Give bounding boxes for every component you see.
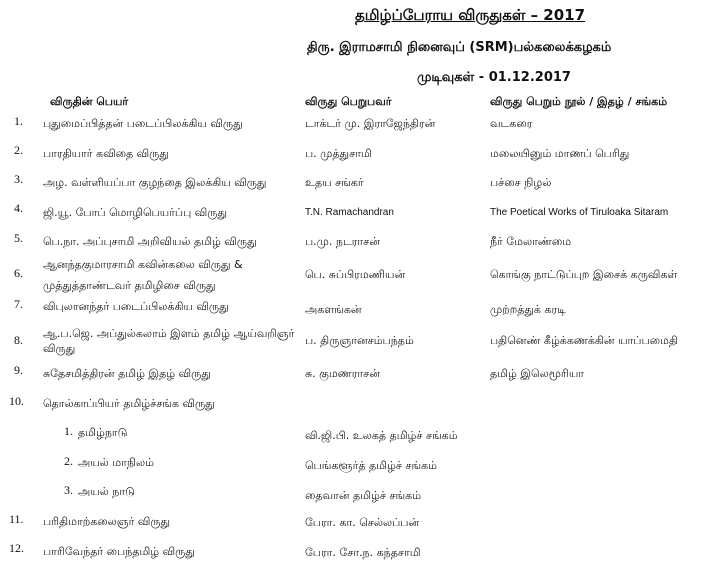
results-date: முடிவுகள் - 01.12.2017 (417, 70, 571, 85)
row-number: 11. (9, 512, 24, 526)
recipient-name: தைவான் தமிழ்ச் சங்கம் (305, 489, 422, 502)
row-number: 4. (14, 201, 23, 215)
recipient-name: உதய சங்கர் (305, 176, 364, 189)
row-number: 10. (9, 394, 24, 408)
recipient-name: பெங்களூர்த் தமிழ்ச் சங்கம் (305, 459, 438, 472)
header-work: விருது பெறும் நூல் / இதழ் / சங்கம் (490, 95, 668, 108)
work-title: கொங்கு நாட்டுப்புற இசைக் கருவிகள் (490, 268, 678, 281)
award-category: தமிழ்நாடு (78, 426, 128, 439)
work-title: பதினெண் கீழ்க்கணக்கின் யாப்பமைதி (490, 334, 678, 347)
work-title: தமிழ் இலெமூரியா (490, 367, 585, 380)
row-number: 9. (14, 363, 23, 377)
work-title: வடகரை (490, 117, 533, 130)
recipient-name: அகளங்கன் (305, 303, 362, 316)
award-name: ஜி.யூ. போப் மொழிபெயர்ப்பு விருது (43, 206, 228, 219)
row-number: 6. (14, 266, 23, 280)
header-award: விருதின் பெயர் (50, 95, 129, 108)
university-name: திரு. இராமசாமி நினைவுப் (SRM)பல்கலைக்கழகம் (307, 40, 612, 55)
award-category: அயல் நாடு (78, 485, 135, 498)
award-name: ஆனந்தகுமாரசாமி கவின்கலை விருது & (43, 258, 243, 271)
work-title: பச்சை நிழல் (490, 176, 552, 189)
recipient-name: டாக்டர் மு. இராஜேந்திரன் (305, 117, 436, 130)
award-name-line2: விருது (43, 342, 76, 355)
row-number: 12. (9, 541, 24, 555)
sub-row-number: 1. (64, 424, 73, 438)
recipient-name: T.N. Ramachandran (305, 207, 394, 218)
row-number: 2. (14, 143, 23, 157)
row-number: 8. (14, 333, 23, 347)
row-number: 7. (14, 297, 23, 311)
page-title: தமிழ்ப்பேராய விருதுகள் – 2017 (355, 6, 586, 24)
row-number: 5. (14, 231, 23, 245)
sub-row-number: 2. (64, 454, 73, 468)
award-name: தொல்காப்பியர் தமிழ்ச்சங்க விருது (43, 397, 215, 410)
award-name: அழ. வள்ளியப்பா குழந்தை இலக்கிய விருது (43, 176, 267, 189)
row-number: 1. (14, 114, 23, 128)
recipient-name: ப. திருஞானசம்பந்தம் (305, 334, 414, 347)
work-title: முற்றத்துக் கரடி (490, 303, 566, 316)
recipient-name: பேரா. கா. செல்லப்பன் (305, 516, 420, 529)
award-name: புதுமைப்பித்தன் படைப்பிலக்கிய விருது (43, 117, 243, 130)
award-category: அயல் மாநிலம் (78, 456, 154, 469)
award-name: ஆ.ப.ஜெ. அப்துல்கலாம் இளம் தமிழ் ஆய்வறிஞர் (43, 327, 295, 340)
award-name: சுதேசமித்திரன் தமிழ் இதழ் விருது (43, 367, 211, 380)
award-name: பாரிவேந்தர் பைந்தமிழ் விருது (43, 545, 195, 558)
sub-row-number: 3. (64, 483, 73, 497)
header-recipient: விருது பெறுபவர் (305, 95, 392, 108)
award-name: பெ.நா. அப்புசாமி அறிவியல் தமிழ் விருது (43, 235, 257, 248)
work-title: The Poetical Works of Tiruloaka Sitaram (490, 207, 669, 218)
work-title: மலையினும் மாணப் பெரிது (490, 147, 630, 160)
award-name: பாரதியார் கவிதை விருது (43, 147, 169, 160)
recipient-name: ப. முத்துசாமி (305, 147, 372, 160)
award-name: பரிதிமாற்கலைஞர் விருது (43, 515, 171, 528)
recipient-name: சு. குமணராசன் (305, 367, 380, 380)
award-name-line2: முத்துத்தாண்டவர் தமிழிசை விருது (43, 279, 216, 292)
row-number: 3. (14, 172, 23, 186)
award-name: விபுலானந்தர் படைப்பிலக்கிய விருது (43, 300, 229, 313)
recipient-name: பேரா. சோ.ந. கந்தசாமி (305, 546, 421, 559)
recipient-name: வி.ஜி.பி. உலகத் தமிழ்ச் சங்கம் (305, 429, 458, 442)
recipient-name: பெ. சுப்பிரமணியன் (305, 268, 406, 281)
work-title: நீர் மேலாண்மை (490, 235, 572, 248)
recipient-name: ப.மு. நடராசன் (305, 235, 380, 248)
